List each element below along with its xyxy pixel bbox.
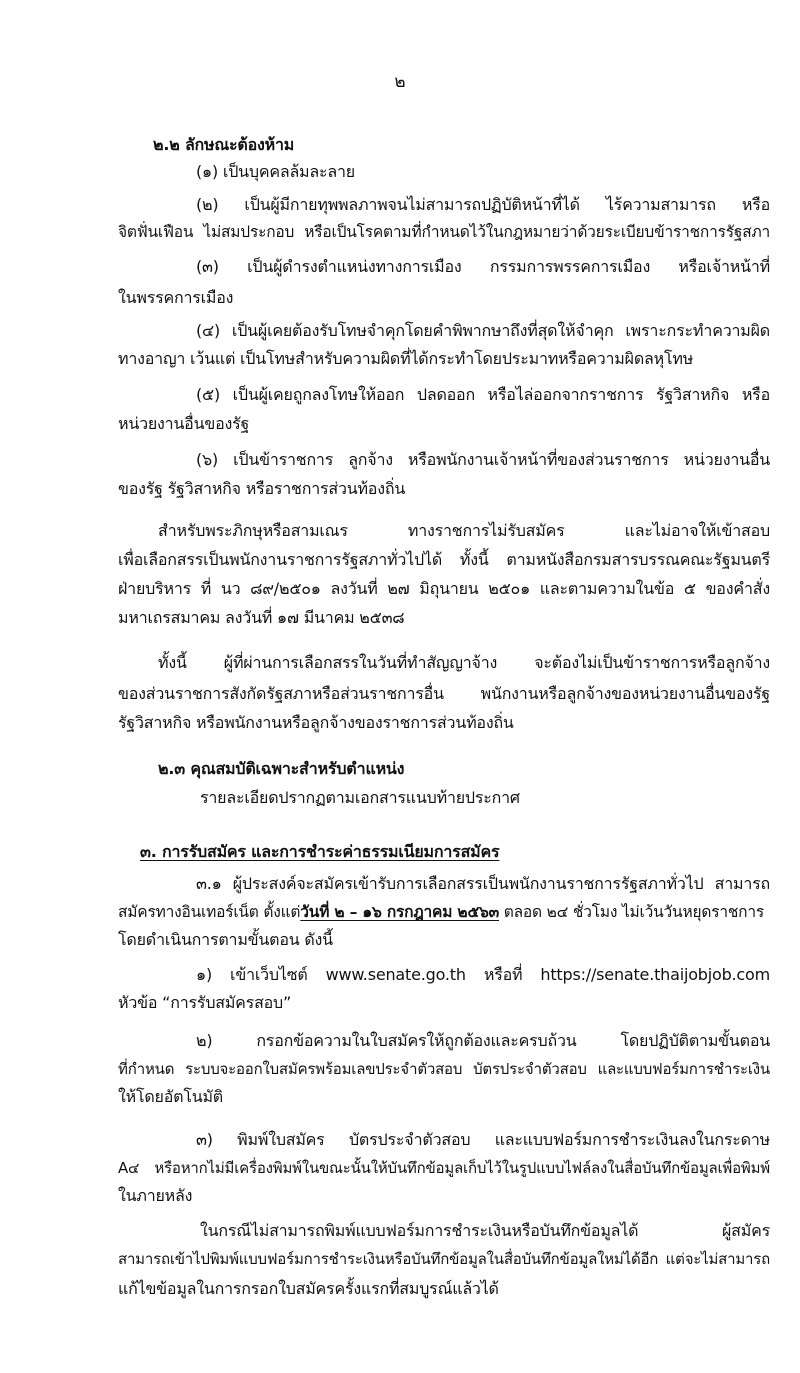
- section-3-1-line-2: [118, 901, 764, 923]
- monk-paragraph-line-4: มหาเถรสมาคม ลงวันที่ ๑๗ มีนาคม ๒๕๓๘: [118, 608, 405, 627]
- prohibition-item-3-line-1: (๓) เป็นผู้ดำรงตำแหน่งทางการเมือง กรรมการพรรคการเมือง หรือเจ้าหน้าที่: [196, 257, 770, 276]
- step-3-line-3: ในภายหลัง: [118, 1186, 193, 1205]
- note-paragraph-line-2: ของส่วนราชการสังกัดรัฐสภาหรือส่วนราชการอื่น พนักงานหรือลูกจ้างของหน่วยงานอื่นของรัฐ: [118, 684, 770, 703]
- step-3-note-line-3: แก้ไขข้อมูลในการกรอกใบสมัครครั้งแรกที่สมบูรณ์แล้วได้: [118, 1279, 499, 1298]
- section-2-3-heading: ๒.๓ คุณสมบัติเฉพาะสำหรับตำแหน่ง: [158, 759, 405, 778]
- monk-paragraph-line-3: ฝ่ายบริหาร ที่ นว ๘๙/๒๕๐๑ ลงวันที่ ๒๗ มิถุนายน ๒๕๐๑ และตามความในข้อ ๕ ของคำสั่ง: [118, 579, 770, 598]
- section-3-1-line-2-end: ตลอด ๒๔ ชั่วโมง ไม่เว้นวันหยุดราชการ: [499, 903, 764, 921]
- prohibition-item-2-line-1: (๒) เป็นผู้มีกายทุพพลภาพจนไม่สามารถปฏิบัติหน้าที่ได้ ไร้ความสามารถ หรือ: [196, 195, 770, 214]
- step-1-line-1: ๑) เข้าเว็บไซต์ www.senate.go.th หรือที่ https://senate.thaijobjob.com: [196, 965, 770, 984]
- monk-paragraph-line-1: สำหรับพระภิกษุหรือสามเณร ทางราชการไม่รับสมัคร และไม่อาจให้เข้าสอบ: [158, 521, 770, 540]
- prohibition-item-5-line-2: หน่วยงานอื่นของรัฐ: [118, 414, 250, 433]
- section-3-heading: ๓. การรับสมัคร และการชำระค่าธรรมเนียมการสมัคร: [140, 842, 500, 861]
- step-1-line-2: หัวข้อ “การรับสมัครสอบ”: [118, 993, 292, 1012]
- step-3-note-line-1: ในกรณีไม่สามารถพิมพ์แบบฟอร์มการชำระเงินหรือบันทึกข้อมูลได้ ผู้สมัคร: [200, 1221, 770, 1240]
- prohibition-item-6-line-2: ของรัฐ รัฐวิสาหกิจ หรือราชการส่วนท้องถิ่น: [118, 479, 406, 498]
- prohibition-item-2-line-2: จิตฟั่นเฟือน ไม่สมประกอบ หรือเป็นโรคตามที่กำหนดไว้ในกฎหมายว่าด้วยระเบียบข้าราชการรัฐสภา: [118, 223, 770, 241]
- prohibition-item-1: (๑) เป็นบุคคลล้มละลาย: [196, 162, 355, 181]
- prohibition-item-3-line-2: ในพรรคการเมือง: [118, 288, 234, 307]
- note-paragraph-line-3: รัฐวิสาหกิจ หรือพนักงานหรือลูกจ้างของราชการส่วนท้องถิ่น: [118, 713, 514, 732]
- step-2-line-3: ให้โดยอัตโนมัติ: [118, 1087, 223, 1106]
- note-paragraph-line-1: ทั้งนี้ ผู้ที่ผ่านการเลือกสรรในวันที่ทำสัญญาจ้าง จะต้องไม่เป็นข้าราชการหรือลูกจ้าง: [158, 653, 770, 672]
- step-2-line-1: ๒) กรอกข้อความในใบสมัครให้ถูกต้องและครบถ้วน โดยปฏิบัติตามขั้นตอน: [196, 1031, 770, 1050]
- section-2-3-detail: รายละเอียดปรากฏตามเอกสารแนบท้ายประกาศ: [200, 788, 520, 807]
- monk-paragraph-line-2: เพื่อเลือกสรรเป็นพนักงานราชการรัฐสภาทั่วไปได้ ทั้งนี้ ตามหนังสือกรมสารบรรณคณะรัฐมนตรี: [118, 550, 770, 569]
- prohibition-item-4-line-2: ทางอาญา เว้นแต่ เป็นโทษสำหรับความผิดที่ได้กระทำโดยประมาทหรือความผิดลหุโทษ: [118, 349, 694, 368]
- section-3-1-line-1: ๓.๑ ผู้ประสงค์จะสมัครเข้ารับการเลือกสรรเป็นพนักงานราชการรัฐสภาทั่วไป สามารถ: [196, 874, 770, 893]
- prohibition-item-6-line-1: (๖) เป็นข้าราชการ ลูกจ้าง หรือพนักงานเจ้าหน้าที่ของส่วนราชการ หน่วยงานอื่น: [196, 450, 770, 469]
- section-3-1-line-2-start: สมัครทางอินเทอร์เน็ต ตั้งแต่: [118, 903, 301, 921]
- section-3-1-line-3: โดยดำเนินการตามขั้นตอน ดังนี้: [118, 930, 333, 949]
- prohibition-item-5-line-1: (๕) เป็นผู้เคยถูกลงโทษให้ออก ปลดออก หรือไล่ออกจากราชการ รัฐวิสาหกิจ หรือ: [196, 385, 770, 404]
- step-3-note-line-2: สามารถเข้าไปพิมพ์แบบฟอร์มการชำระเงินหรือบันทึกข้อมูลในสื่อบันทึกข้อมูลใหม่ได้อีก แต่จะไม่สามารถ: [118, 1250, 770, 1268]
- page-number: ๒: [394, 72, 406, 92]
- step-2-line-2: ที่กำหนด ระบบจะออกใบสมัครพร้อมเลขประจำตัวสอบ บัตรประจำตัวสอบ และแบบฟอร์มการชำระเงิน: [118, 1060, 770, 1078]
- prohibition-item-4-line-1: (๔) เป็นผู้เคยต้องรับโทษจำคุกโดยคำพิพากษาถึงที่สุดให้จำคุก เพราะกระทำความผิด: [196, 321, 770, 340]
- section-2-2-heading: ๒.๒ ลักษณะต้องห้าม: [153, 135, 295, 154]
- application-date-range: วันที่ ๒ – ๑๖ กรกฎาคม ๒๕๖๓: [300, 903, 500, 921]
- step-3-line-2: A๔ หรือหากไม่มีเครื่องพิมพ์ในขณะนั้นให้บันทึกข้อมูลเก็บไว้ในรูปแบบไฟล์ลงในสื่อบันทึกข้อมูลเพื่อพิมพ์: [118, 1159, 770, 1177]
- step-3-line-1: ๓) พิมพ์ใบสมัคร บัตรประจำตัวสอบ และแบบฟอร์มการชำระเงินลงในกระดาษ: [196, 1130, 770, 1149]
